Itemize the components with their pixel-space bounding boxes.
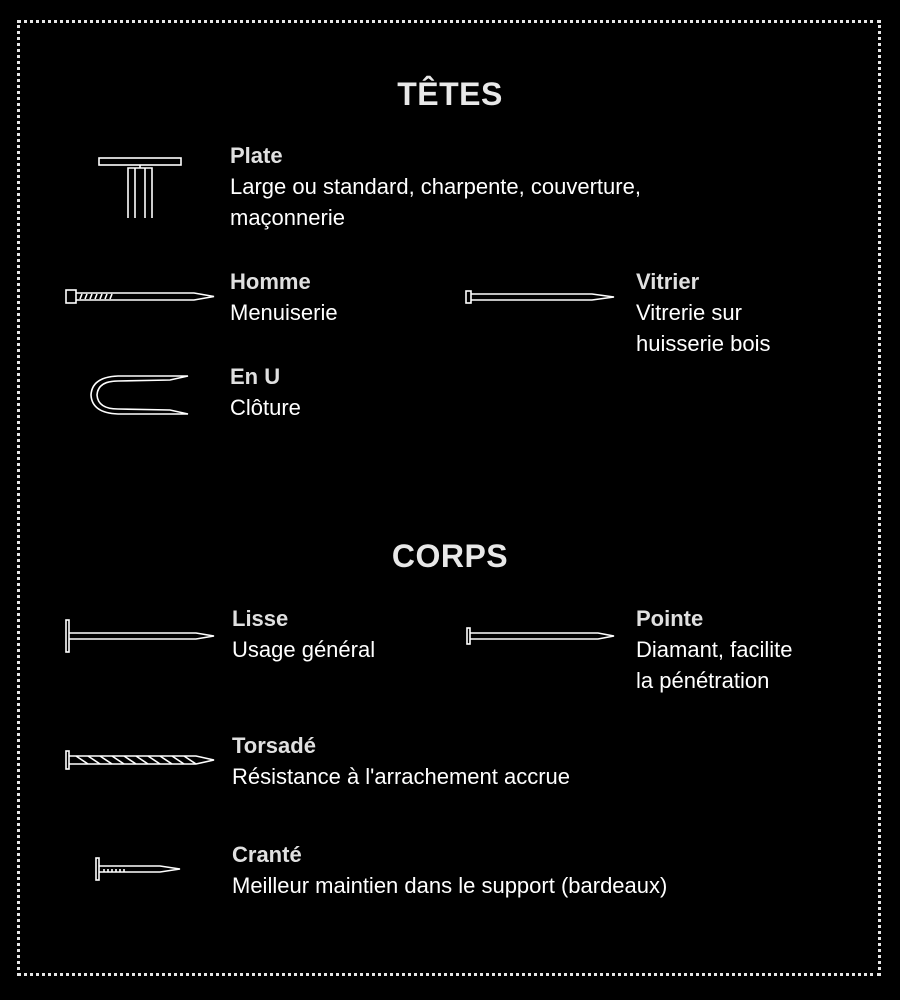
item-desc: Résistance à l'arrachement accrue <box>232 764 571 789</box>
item-homme <box>230 266 338 328</box>
item-desc: Menuiserie <box>230 300 338 325</box>
item-desc: maçonnerie <box>230 205 345 230</box>
item-name: Vitrier <box>636 269 700 294</box>
item-name: Cranté <box>232 842 302 867</box>
item-plate <box>230 140 641 233</box>
item-torsade <box>232 730 570 792</box>
section-title-heads: TÊTES <box>397 76 503 112</box>
item-desc: Usage général <box>232 637 376 662</box>
ringed-nail-icon <box>92 856 192 887</box>
item-crante <box>232 839 667 901</box>
item-desc: Clôture <box>230 395 301 420</box>
item-name: Lisse <box>232 606 289 631</box>
item-name: Pointe <box>636 606 704 631</box>
item-vitrier <box>636 266 771 359</box>
item-name: Plate <box>230 143 283 168</box>
item-desc: Vitrerie sur <box>636 300 742 325</box>
homme-nail-icon <box>62 284 222 315</box>
item-name: Homme <box>230 269 311 294</box>
item-name: En U <box>230 364 281 389</box>
item-desc: Meilleur maintien dans le support (bardeaux) <box>232 873 668 898</box>
item-en-u <box>230 361 301 423</box>
item-desc: huisserie bois <box>636 331 771 356</box>
section-title-bodies: CORPS <box>391 538 509 574</box>
smooth-nail-icon <box>62 618 222 659</box>
item-pointe <box>636 603 793 696</box>
item-lisse <box>232 603 375 665</box>
diamond-point-nail-icon <box>462 624 622 653</box>
twisted-nail-icon <box>62 748 222 777</box>
item-name: Torsadé <box>232 733 316 758</box>
vitrier-nail-icon <box>462 285 622 314</box>
u-nail-icon <box>86 370 196 425</box>
item-desc: la pénétration <box>636 668 770 693</box>
item-desc: Large ou standard, charpente, couverture, <box>230 174 641 199</box>
item-desc: Diamant, facilite <box>636 637 793 662</box>
flat-head-nail-icon <box>96 155 186 230</box>
